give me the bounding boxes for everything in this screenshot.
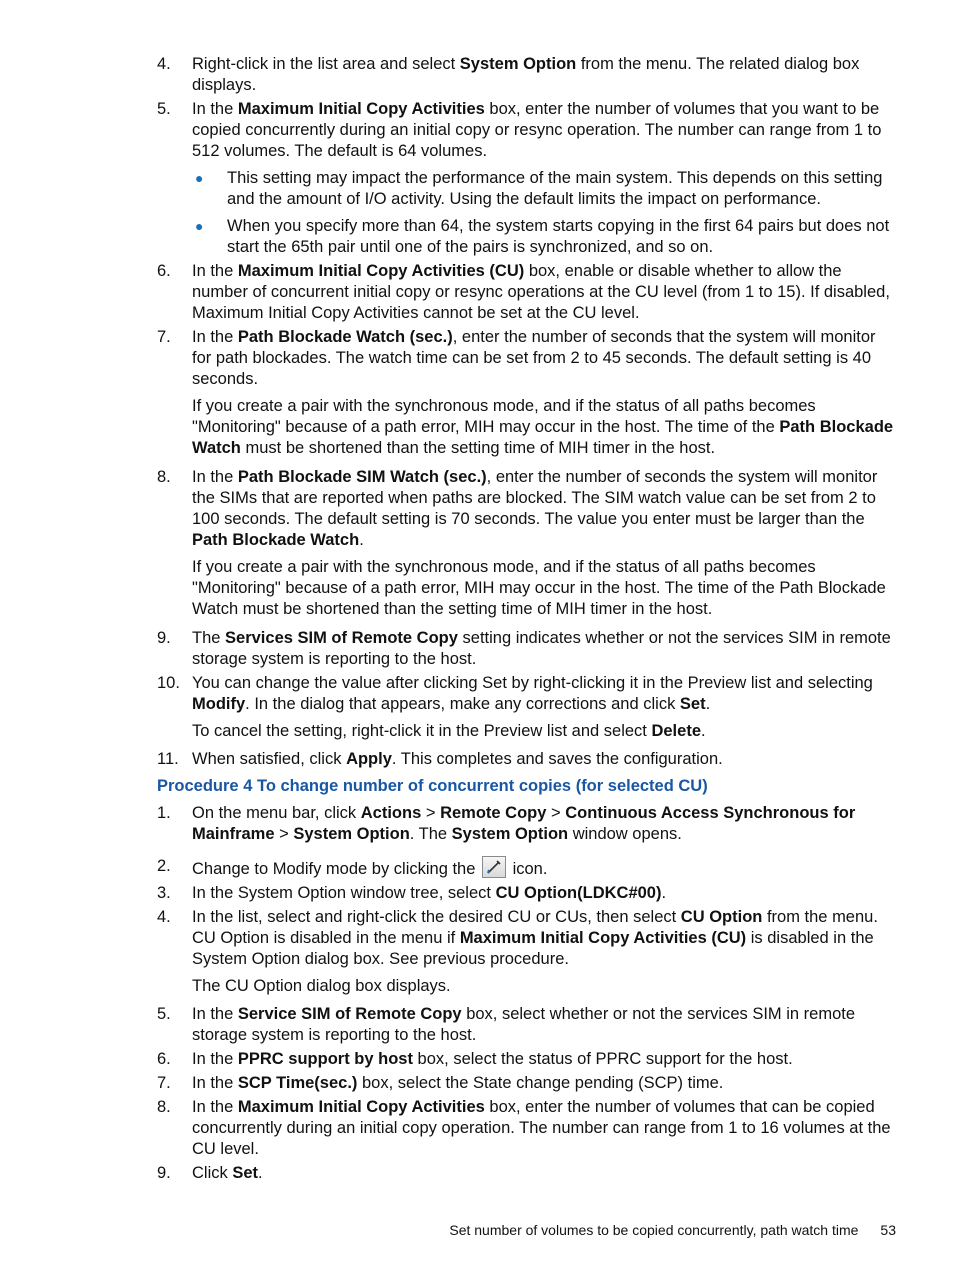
step-number: 3. <box>157 884 171 902</box>
step-b5: 5. In the Service SIM of Remote Copy box, select whether or not the services SIM in remote storage system is reporting to the host. <box>157 1005 856 1044</box>
step-b2: 2. Change to Modify mode by clicking the icon. <box>157 857 548 878</box>
page-content <box>157 54 899 1184</box>
step-number: 10. <box>157 674 180 692</box>
step-b8: 8. In the Maximum Initial Copy Activities box, enter the number of volumes that can be copied concurrently during an initial copy operation. The number can range from 1 to 16 volumes at the CU level. <box>157 1098 891 1158</box>
bullet-icon: ● <box>195 170 204 186</box>
modify-mode-icon <box>482 856 506 878</box>
step-a10: 10. You can change the value after clicking Set by right-clicking it in the Preview list and selecting Modify. In the dialog that appears, make any corrections and click Set. To cancel the setting, right-click it in the Preview list and select Delete. <box>157 674 873 740</box>
step-a5: 5. In the Maximum Initial Copy Activities box, enter the number of volumes that you want to be copied concurrently during an initial copy or resync operation. The number can range from 1 to 512 volumes. The default is 64 volumes. ● This setting may impact the performance of the main system. This depends on this setting and the amount of I/O activity. Using the default limits the impact on performance. ● When you specify more than 64, the system starts copying in the first 64 pairs but does not start the 65th pair until one of the pairs is synchronized, and so on. <box>157 99 899 258</box>
step-number: 8. <box>157 1098 171 1116</box>
step-a9: 9. The Services SIM of Remote Copy setting indicates whether or not the services SIM in remote storage system is reporting to the host. <box>157 629 891 668</box>
step-number: 6. <box>157 262 171 280</box>
page-footer <box>449 1222 896 1238</box>
step-b6: 6. In the PPRC support by host box, select the status of PPRC support for the host. <box>157 1050 793 1068</box>
step-number: 7. <box>157 1074 171 1092</box>
list-item: ● This setting may impact the performance of the main system. This depends on this setting and the amount of I/O activity. Using the default limits the impact on performance. <box>195 169 883 208</box>
step-number: 8. <box>157 468 171 486</box>
step-a4: 4. Right-click in the list area and select System Option from the menu. The related dialog box displays. <box>157 55 860 94</box>
step-number: 5. <box>157 1005 171 1023</box>
list-item: ● When you specify more than 64, the system starts copying in the first 64 pairs but does not start the 65th pair until one of the pairs is synchronized, and so on. <box>195 217 890 256</box>
step-b3: 3. In the System Option window tree, select CU Option(LDKC#00). <box>157 884 667 902</box>
step-number: 6. <box>157 1050 171 1068</box>
step-number: 5. <box>157 100 171 118</box>
step-a8: 8. In the Path Blockade SIM Watch (sec.), enter the number of seconds the system will monitor the SIMs that are reported when paths are blocked. The SIM watch value can be set from 2 to 100 seconds. The default setting is 70 seconds. The value you enter must be larger than the Path Blockade Watch. If you create a pair with the synchronous mode, and if the status of all paths becomes "Monitoring" because of a path error, MIH may occur in the host. The time of the Path Blockade Watch must be shortened than the setting time of MIH timer in the host. <box>157 468 886 618</box>
step-number: 4. <box>157 55 171 73</box>
footer-text: Set number of volumes to be copied concurrently, path watch time <box>449 1222 859 1238</box>
bullet-list <box>192 168 899 258</box>
step-number: 11. <box>157 750 179 768</box>
step-number: 2. <box>157 857 171 875</box>
step-number: 1. <box>157 804 171 822</box>
step-b9: 9. Click Set. <box>157 1164 263 1182</box>
step-a6: 6. In the Maximum Initial Copy Activities (CU) box, enable or disable whether to allow the number of concurrent initial copy or resync operations at the CU level (from 1 to 15). If disabled, Maximum Initial Copy Activities cannot be set at the CU level. <box>157 262 890 322</box>
step-number: 9. <box>157 629 171 647</box>
procedure-title: Procedure 4 To change number of concurrent copies (for selected CU) <box>157 777 708 795</box>
step-number: 4. <box>157 908 171 926</box>
step-number: 9. <box>157 1164 171 1182</box>
step-b4: 4. In the list, select and right-click the desired CU or CUs, then select CU Option from the menu. CU Option is disabled in the menu if Maximum Initial Copy Activities (CU) is disabled in the System Option dialog box. See previous procedure. The CU Option dialog box displays. <box>157 908 878 995</box>
page-number: 53 <box>880 1222 896 1238</box>
step-b1: 1. On the menu bar, click Actions > Remote Copy > Continuous Access Synchronous for Mainframe > System Option. The System Option window opens. <box>157 804 856 843</box>
step-a11: 11. When satisfied, click Apply. This completes and saves the configuration. <box>157 750 723 768</box>
step-number: 7. <box>157 328 171 346</box>
step-a7: 7. In the Path Blockade Watch (sec.), enter the number of seconds that the system will monitor for path blockades. The watch time can be set from 2 to 45 seconds. The default setting is 40 seconds. If you create a pair with the synchronous mode, and if the status of all paths becomes "Monitoring" because of a path error, MIH may occur in the host. The time of the Path Blockade Watch must be shortened than the setting time of MIH timer in the host. <box>157 328 894 457</box>
bullet-icon: ● <box>195 218 204 234</box>
step-b7: 7. In the SCP Time(sec.) box, select the State change pending (SCP) time. <box>157 1074 724 1092</box>
